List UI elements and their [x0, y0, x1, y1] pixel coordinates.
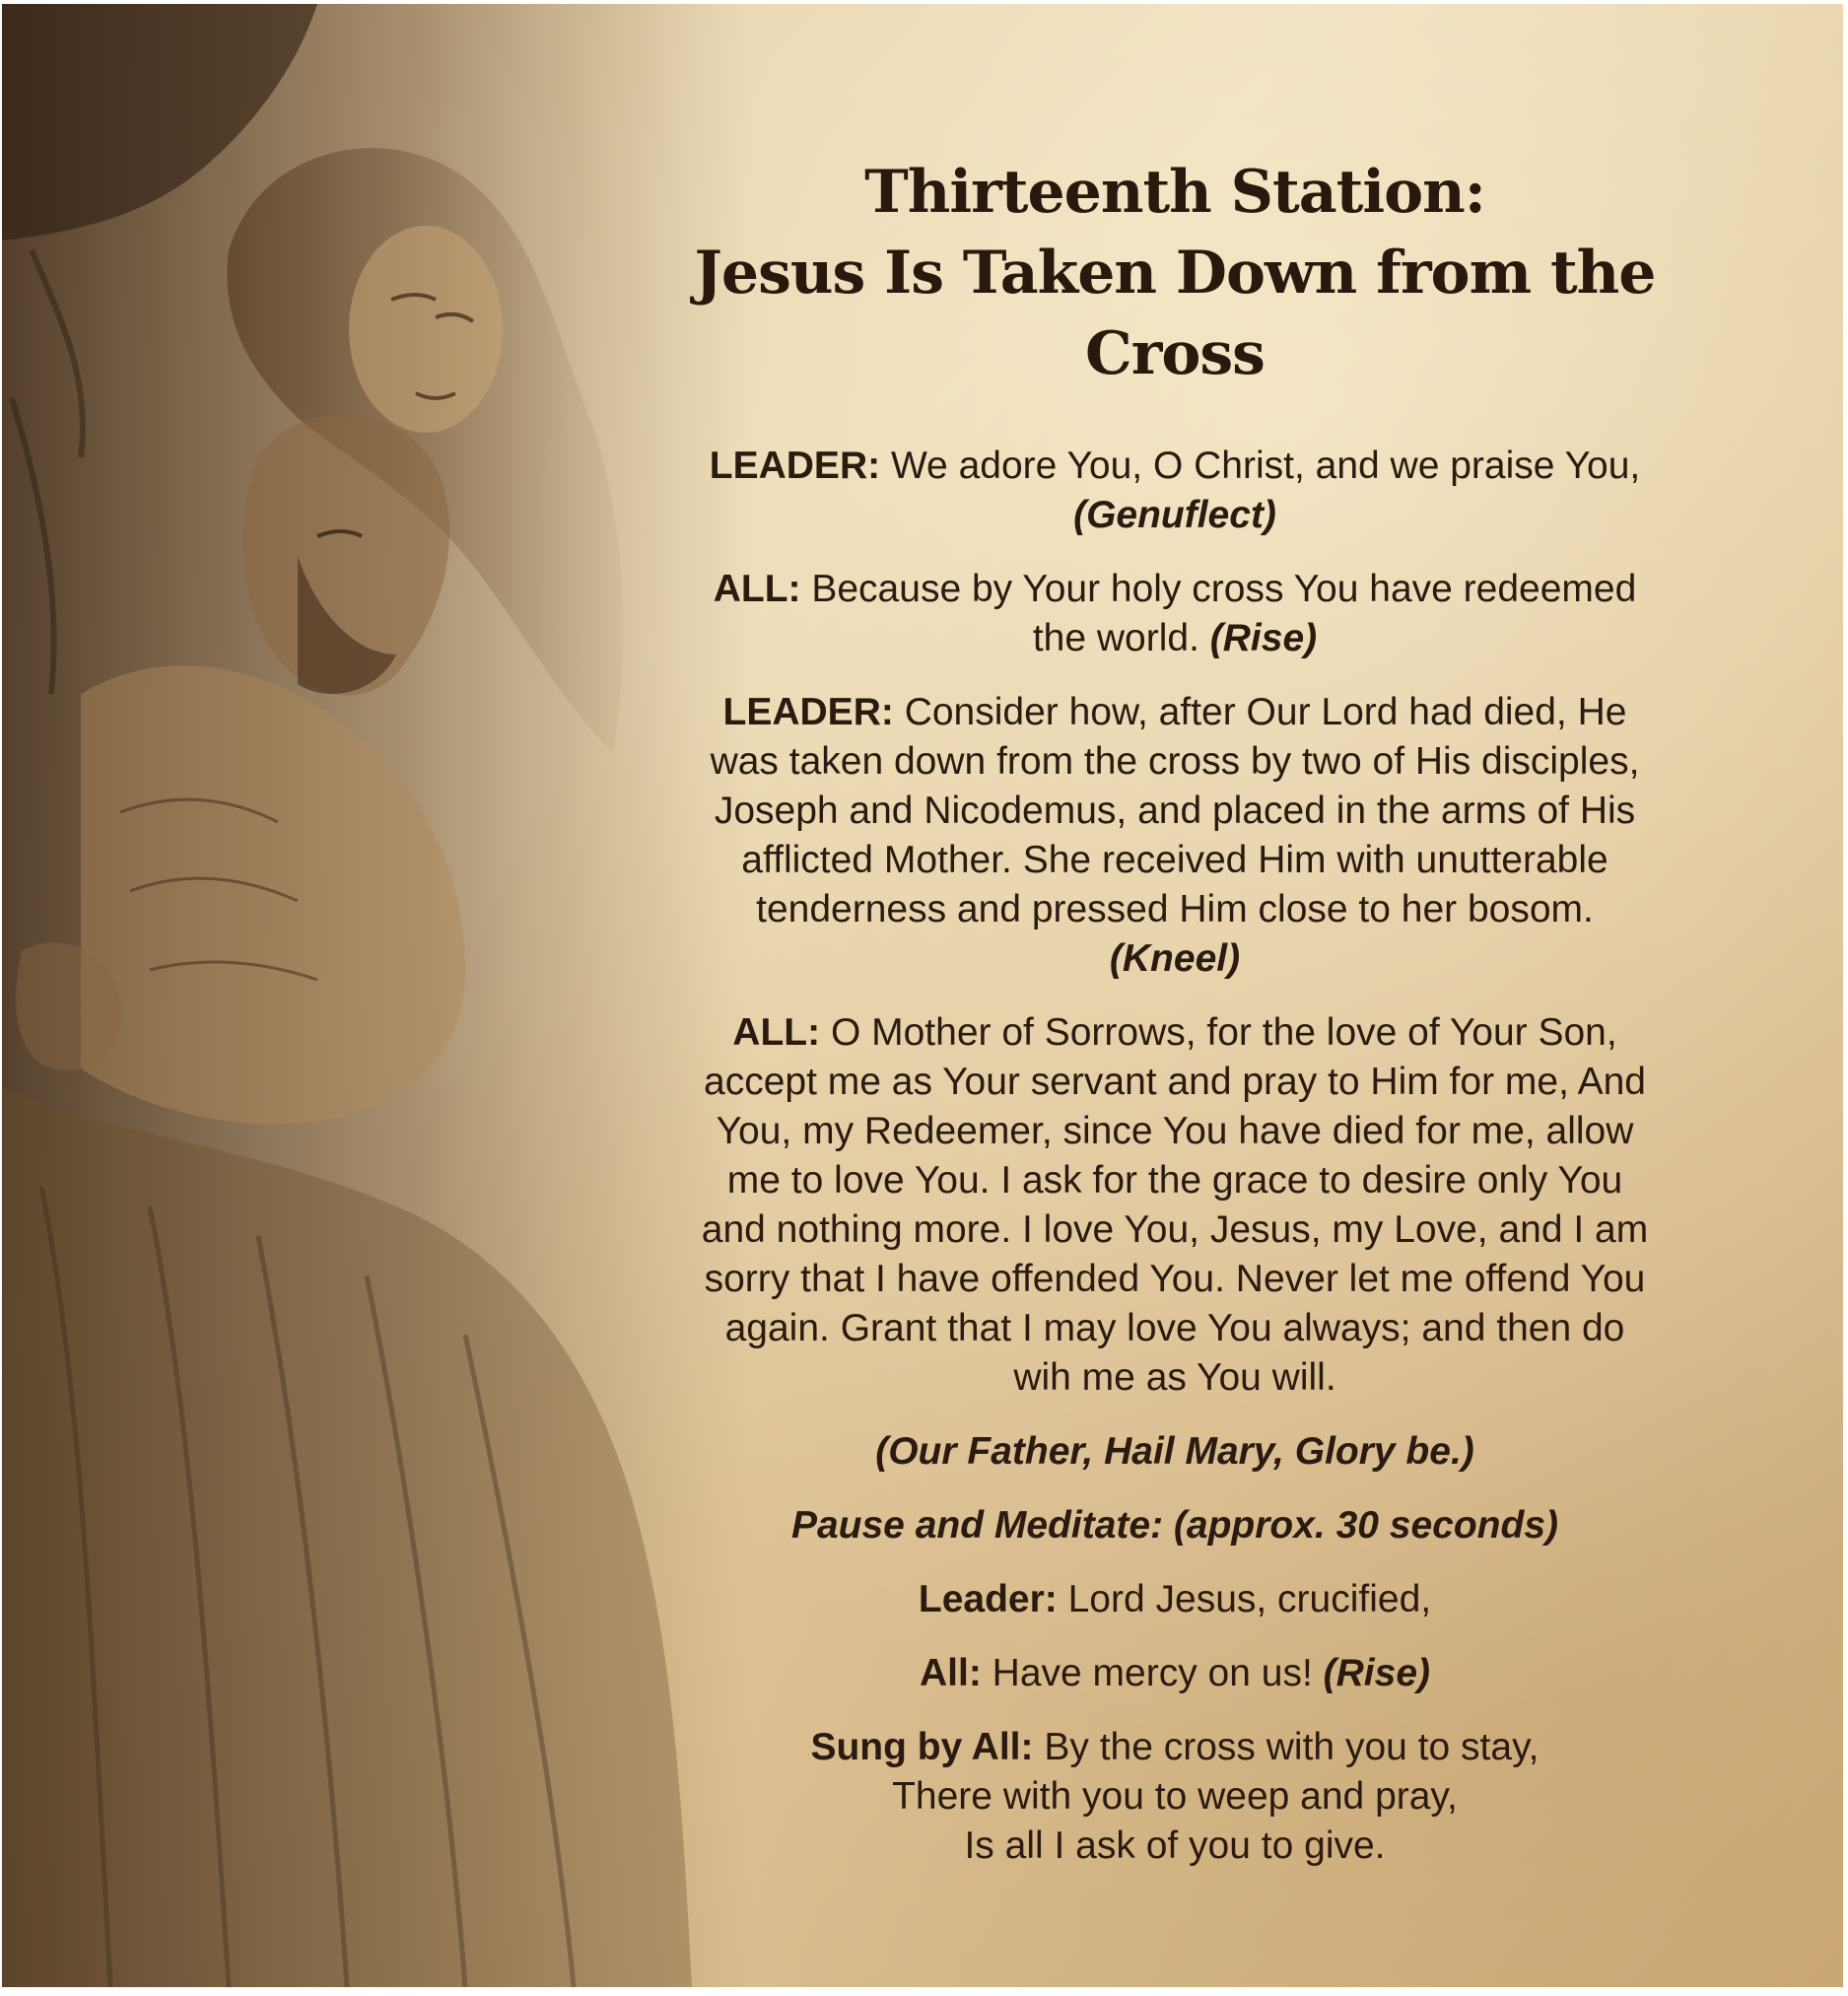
leader-invocation	[633, 442, 1717, 540]
leader-meditation	[633, 688, 1717, 984]
speaker-label: Leader:	[918, 1578, 1058, 1620]
leader-acclamation	[633, 1575, 1717, 1624]
prayer-line: wih me as You will.	[1013, 1356, 1336, 1399]
all-prayer	[633, 1008, 1717, 1403]
speaker-label: Sung by All:	[810, 1726, 1034, 1768]
pause-instruction	[633, 1501, 1717, 1550]
response-text: Because by Your holy cross You have redeemed	[811, 568, 1637, 610]
response-text: the world.	[1032, 617, 1199, 659]
meditation-line: tenderness and pressed Him close to her bosom.	[756, 888, 1594, 930]
prayer-text	[633, 152, 1717, 1895]
prayer-line: and nothing more. I love You, Jesus, my Love, and I am	[701, 1208, 1649, 1251]
prayer-line: You, my Redeemer, since You have died for me, allow	[716, 1110, 1634, 1152]
speaker-label: LEADER:	[709, 445, 881, 487]
speaker-label: All:	[920, 1652, 982, 1694]
meditation-line: afflicted Mother. She received Him with unutterable	[741, 839, 1608, 881]
meditation-line: Consider how, after Our Lord had died, He	[904, 691, 1627, 733]
station-page	[2, 4, 1843, 1987]
acclamation-text: Lord Jesus, crucified,	[1067, 1578, 1432, 1620]
rubric-cue: (Rise)	[1323, 1652, 1430, 1694]
acclamation-text: Have mercy on us!	[992, 1652, 1313, 1694]
station-title-line1: Thirteenth Station:	[864, 158, 1485, 227]
station-title-line2: Jesus Is Taken Down from the Cross	[694, 239, 1656, 388]
speaker-label: LEADER:	[722, 691, 894, 733]
verse-line: By the cross with you to stay,	[1044, 1726, 1540, 1768]
prayer-line: me to love You. I ask for the grace to desire only You	[726, 1159, 1623, 1202]
prayer-line: again. Grant that I may love You always; and then do	[724, 1307, 1625, 1349]
prayer-line: sorry that I have offended You. Never let me offend You	[704, 1258, 1646, 1300]
prayer-line: accept me as Your servant and pray to Him for me, And	[704, 1061, 1646, 1103]
station-title	[633, 152, 1717, 394]
sung-verse	[633, 1723, 1717, 1871]
meditation-line: was taken down from the cross by two of His disciples,	[710, 740, 1640, 783]
rubric-cue: (Our Father, Hail Mary, Glory be.)	[875, 1430, 1474, 1473]
invocation-text: We adore You, O Christ, and we praise You,	[890, 445, 1641, 487]
prayers-cue	[633, 1427, 1717, 1477]
verse-line: Is all I ask of you to give.	[964, 1824, 1386, 1867]
rubric-cue: (Kneel)	[1109, 937, 1241, 980]
all-response	[633, 565, 1717, 663]
all-acclamation	[633, 1649, 1717, 1698]
prayer-line: O Mother of Sorrows, for the love of Your Son,	[830, 1011, 1617, 1054]
verse-line: There with you to weep and pray,	[892, 1775, 1458, 1818]
rubric-cue: (Rise)	[1209, 617, 1318, 659]
meditation-line: Joseph and Nicodemus, and placed in the arms of His	[714, 790, 1636, 832]
rubric-cue: (Genuflect)	[1073, 494, 1276, 536]
pause-text: Pause and Meditate: (approx. 30 seconds)	[790, 1504, 1559, 1547]
speaker-label: ALL:	[732, 1011, 821, 1054]
speaker-label: ALL:	[713, 568, 801, 610]
